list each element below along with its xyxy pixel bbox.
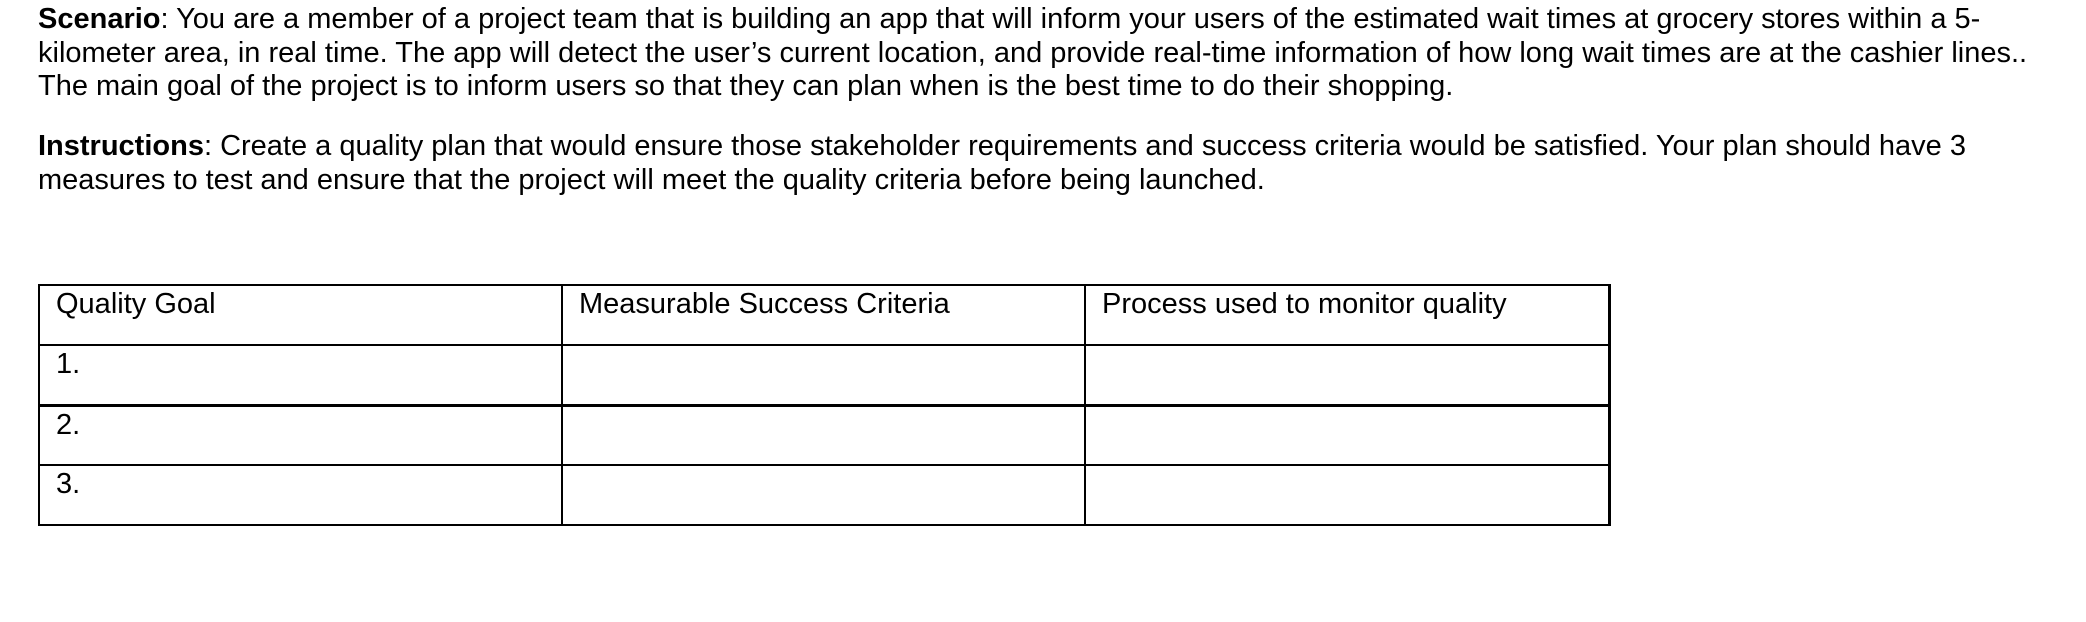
table-row [39,345,1609,405]
scenario-text: : You are a member of a project team that is building an app that will inform your users of the estimated wait times at grocery stores within a 5-kilometer area, in real time. The app will detect the user’s current location, and provide real-time information of how long wait times are at the cashier lines.. The main goal of the project is to inform users so that they can plan when is the best time to do their shopping. [38,3,2028,102]
header-success-criteria: Measurable Success Criteria [562,285,1085,345]
instructions-label: Instructions [38,130,204,162]
header-monitor-process: Process used to monitor quality [1085,285,1609,345]
instructions-paragraph [38,130,2078,197]
table-header-row [39,285,1609,345]
monitor-process-cell[interactable] [1085,405,1609,465]
quality-goal-cell[interactable]: 2. [39,405,562,465]
success-criteria-cell[interactable] [562,345,1085,405]
quality-goal-cell[interactable]: 3. [39,465,562,525]
instructions-text: : Create a quality plan that would ensure those stakeholder requirements and success criteria would be satisfied. Your plan should have 3 measures to test and ensure that the project will meet the quality criteria before being launched. [38,130,1966,196]
success-criteria-cell[interactable] [562,405,1085,465]
quality-goal-cell[interactable]: 1. [39,345,562,405]
scenario-label: Scenario [38,3,161,35]
table-row [39,465,1609,525]
success-criteria-cell[interactable] [562,465,1085,525]
quality-plan-table [38,284,1611,526]
table-row [39,405,1609,465]
scenario-paragraph [38,3,2078,104]
header-quality-goal: Quality Goal [39,285,562,345]
monitor-process-cell[interactable] [1085,465,1609,525]
monitor-process-cell[interactable] [1085,345,1609,405]
